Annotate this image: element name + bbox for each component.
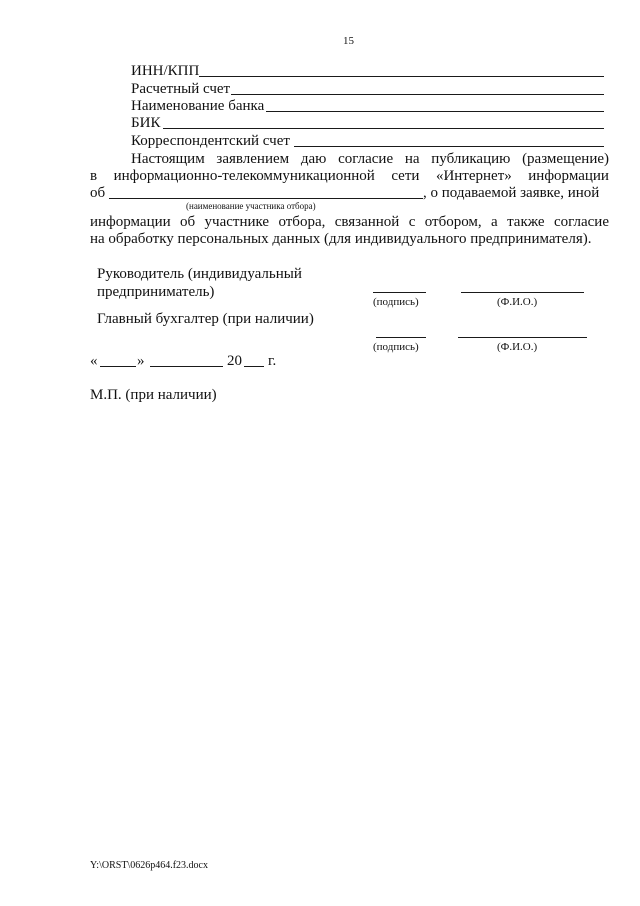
consent-word: на: [404, 151, 420, 167]
consent-word: в: [90, 168, 98, 184]
consent-word: информации: [528, 168, 609, 184]
consent-word: также: [507, 214, 545, 230]
consent-word: публикацию: [431, 151, 511, 167]
date-open-quote: «: [90, 353, 98, 369]
page-number: 15: [343, 35, 354, 47]
consent-word: заявлением: [216, 151, 290, 167]
consent-word: информационно-телекоммуникационной: [113, 168, 375, 184]
consent-line-2: [90, 167, 609, 185]
consent-word: отбора,: [278, 214, 326, 230]
consent-line-3-prefix: об: [90, 185, 106, 201]
date-year-suffix: г.: [268, 353, 277, 369]
consent-word: Настоящим: [131, 151, 205, 167]
bik-field[interactable]: [163, 128, 604, 129]
corr-account-label: Корреспондентский счет: [131, 133, 290, 149]
consent-word: отбором,: [424, 214, 482, 230]
date-year-field[interactable]: [244, 366, 264, 367]
inn-kpp-label: ИНН/КПП: [131, 63, 200, 79]
consent-word: информации: [90, 214, 171, 230]
head-signature-field[interactable]: [373, 292, 426, 293]
accountant-label: Главный бухгалтер (при наличии): [97, 311, 314, 327]
consent-word: согласие: [553, 214, 609, 230]
consent-word: сети: [391, 168, 420, 184]
consent-line-3-suffix: , о подаваемой заявке, иной: [423, 185, 600, 201]
head-signature-caption: (подпись): [373, 296, 419, 308]
consent-word: согласие: [338, 151, 394, 167]
inn-kpp-field[interactable]: [199, 76, 604, 77]
footer-file-path: Y:\ORST\0626p464.f23.docx: [90, 860, 208, 871]
consent-word: даю: [300, 151, 327, 167]
accountant-signature-caption: (подпись): [373, 341, 419, 353]
accountant-signature-field[interactable]: [376, 337, 426, 338]
account-label: Расчетный счет: [131, 81, 231, 97]
bank-name-label: Наименование банка: [131, 98, 265, 114]
head-name-field[interactable]: [461, 292, 584, 293]
consent-line-5: на обработку персональных данных (для индивидуального предпринимателя).: [90, 231, 592, 247]
consent-word: (размещение): [522, 151, 609, 167]
head-name-caption: (Ф.И.О.): [497, 296, 538, 308]
bank-name-field[interactable]: [266, 111, 604, 112]
consent-word: связанной: [334, 214, 400, 230]
accountant-name-field[interactable]: [458, 337, 587, 338]
date-year-prefix: 20: [227, 353, 242, 369]
head-label-line-1: Руководитель (индивидуальный: [97, 266, 302, 282]
account-field[interactable]: [231, 94, 604, 95]
consent-word: а: [491, 214, 498, 230]
consent-word: об: [180, 214, 196, 230]
consent-line-1: [131, 150, 609, 168]
accountant-name-caption: (Ф.И.О.): [497, 341, 538, 353]
head-label-line-2: предприниматель): [97, 284, 215, 300]
consent-line-4: [90, 213, 609, 231]
consent-word: участнике: [204, 214, 270, 230]
participant-name-field[interactable]: [109, 198, 423, 199]
stamp-label: М.П. (при наличии): [90, 387, 217, 403]
corr-account-field[interactable]: [294, 146, 604, 147]
bik-label: БИК: [131, 115, 161, 131]
date-close-quote: »: [137, 353, 145, 369]
consent-word: с: [408, 214, 416, 230]
participant-caption: (наименование участника отбора): [186, 201, 316, 211]
date-day-field[interactable]: [100, 366, 136, 367]
date-month-field[interactable]: [150, 366, 223, 367]
consent-word: «Интернет»: [435, 168, 512, 184]
